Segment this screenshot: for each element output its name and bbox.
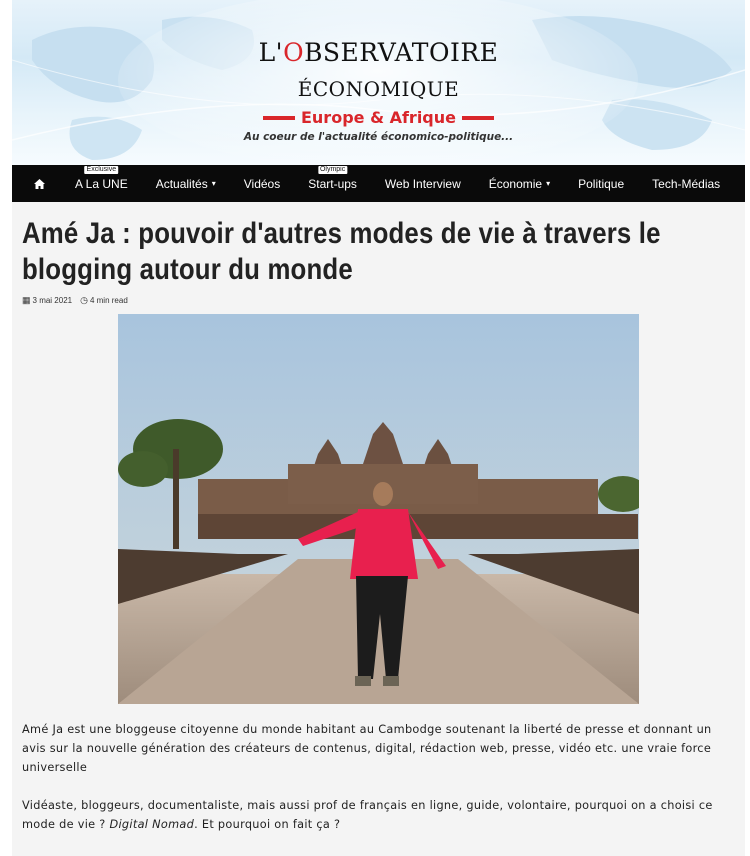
article-content	[12, 202, 745, 856]
chevron-down-icon: ▾	[546, 179, 551, 188]
logo-bar-right	[462, 116, 494, 120]
nav-web-interview[interactable]: Web Interview	[384, 176, 461, 191]
article-meta	[22, 295, 128, 306]
nav-home[interactable]	[12, 165, 61, 202]
logo-tagline: Au coeur de l'actualité économico-politique...	[243, 131, 514, 143]
badge-exclusive: Exclusive	[86, 166, 117, 173]
header-banner	[12, 0, 745, 165]
nav-a-la-une[interactable]: Exclusive A La UNE	[75, 166, 128, 191]
article-date: ▦ 3 mai 2021	[22, 295, 73, 305]
badge-olympic: Olympic	[319, 166, 346, 173]
main-navbar	[12, 165, 745, 202]
site-logo[interactable]	[12, 38, 745, 143]
hero-image	[118, 314, 639, 704]
nav-tech-medias[interactable]: Tech-Médias	[652, 176, 721, 191]
nav-start-ups[interactable]: Olympic Start-ups	[308, 166, 357, 191]
clock-icon: ◷	[80, 295, 88, 305]
article-title: Amé Ja : pouvoir d'autres modes de vie à travers le blogging autour du monde	[22, 217, 661, 286]
nav-economie[interactable]: Économie ▾	[488, 176, 551, 191]
nav-videos[interactable]: Vidéos	[243, 176, 281, 191]
logo-title: L'OBSERVATOIRE	[258, 38, 499, 67]
calendar-icon: ▦	[22, 295, 31, 305]
article-paragraph-2: Vidéaste, bloggeurs, documentaliste, mais aussi prof de français en ligne, guide, volontaire, pourquoi on a choisi ce mode de vie ? Digital Nomad. Et pourquoi on fait ça ?	[22, 799, 713, 831]
article-read-time: ◷ 4 min read	[80, 295, 128, 305]
logo-region: Europe & Afrique	[12, 108, 745, 127]
chevron-down-icon: ▾	[211, 179, 216, 188]
article-paragraph-1: Amé Ja est une bloggeuse citoyenne du monde habitant au Cambodge soutenant la liberté de presse et donnant un avis sur la nouvelle génération des créateurs de contenus, digital, rédaction web, presse, vidéo etc. une vraie force universelle	[22, 723, 712, 774]
nav-actualites[interactable]: Actualités ▾	[155, 176, 216, 191]
logo-subtitle: ÉCONOMIQUE	[297, 77, 460, 101]
angkor-wat-photo	[118, 314, 639, 704]
home-icon	[34, 179, 45, 189]
logo-bar-left	[263, 116, 295, 120]
nav-politique[interactable]: Politique	[578, 176, 625, 191]
